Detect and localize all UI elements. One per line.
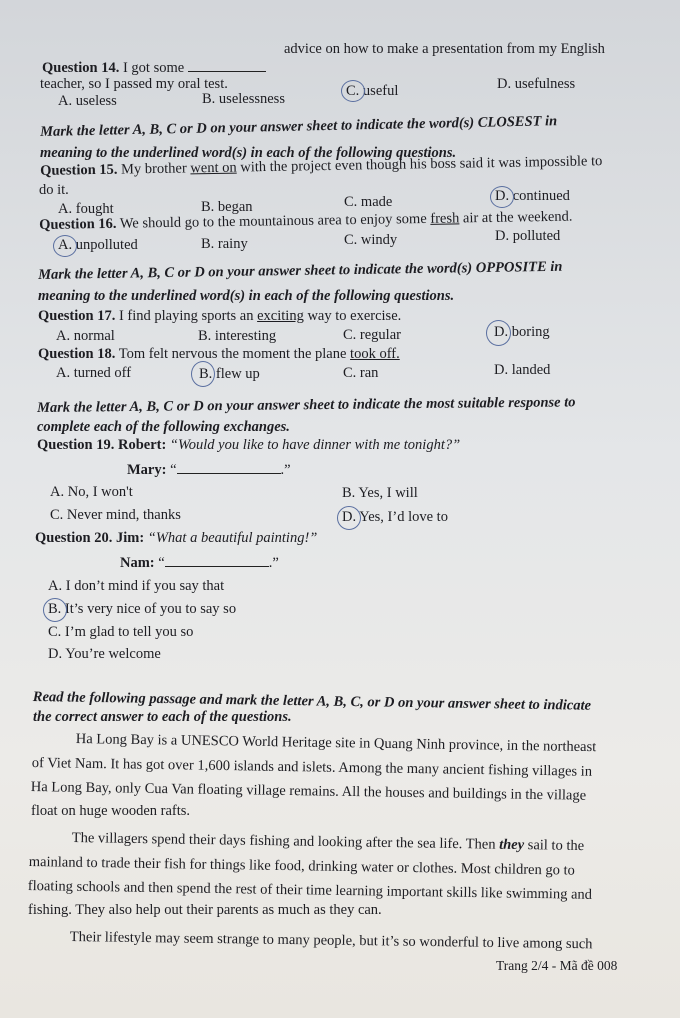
question-18-option-a: A. turned off	[56, 365, 132, 381]
question-16-label: Question 16.	[39, 215, 117, 233]
passage-p1-line-2: of Viet Nam. It has got over 1,600 islands and islets. Among the many ancient fishing villages in	[31, 754, 593, 780]
question-20-quote: “What a beautiful painting!”	[147, 530, 318, 546]
passage-p1-line-1: Ha Long Bay is a UNESCO World Heritage site in Quang Ninh province, in the northeast	[75, 730, 597, 756]
passage-p1-line-3: Ha Long Bay, only Cua Van floating village remains. All the houses and buildings in the village	[30, 778, 587, 804]
question-19-blank	[177, 461, 281, 474]
page-footer: Trang 2/4 - Mã đề 008	[496, 958, 618, 973]
question-20-option-a: A. I don’t mind if you say that	[48, 578, 225, 594]
answer-circle-q15	[490, 186, 514, 208]
question-14-stem-a: I got some	[122, 60, 185, 76]
question-15-line-1: Question 15. My brother went on with the project even though his boss said it was impossible to	[40, 153, 603, 179]
question-14-option-a: A. useless	[58, 93, 117, 109]
passage-p2-line-3: floating schools and then spend the rest of their time learning important skills like swimming and	[27, 877, 593, 903]
question-17-underlined: exciting	[257, 308, 304, 324]
question-19-option-c: C. Never mind, thanks	[50, 507, 181, 523]
answer-circle-q17	[486, 320, 511, 346]
question-20-option-d: D. You’re welcome	[48, 646, 161, 662]
question-14-option-b: B. uselessness	[202, 91, 285, 107]
instruction-closest-line-2: meaning to the underlined word(s) in each of the following questions.	[40, 145, 457, 161]
question-20-label: Question 20.	[35, 530, 113, 546]
question-18-line-1: Question 18. Tom felt nervous the moment the plane took off.	[38, 346, 400, 362]
question-16-line-1: Question 16. We should go to the mountainous area to enjoy some fresh air at the weekend.	[39, 208, 573, 233]
question-18-label: Question 18.	[38, 346, 116, 362]
question-16-option-b: B. rainy	[201, 236, 248, 252]
question-17-option-c: C. regular	[343, 327, 401, 343]
question-17-line-1: Question 17. I find playing sports an exciting way to exercise.	[38, 308, 402, 324]
answer-circle-q20	[43, 598, 67, 622]
question-16-option-a: A. unpolluted	[58, 237, 138, 253]
instruction-passage-line-1: Read the following passage and mark the letter A, B, C, or D on your answer sheet to indicate	[32, 689, 592, 714]
question-16-option-d: D. polluted	[495, 228, 561, 244]
answer-circle-q19	[337, 506, 361, 530]
question-14-stem-c: teacher, so I passed my oral test.	[40, 76, 228, 92]
passage-p2-line-1: The villagers spend their days fishing and looking after the sea life. Then they sail to the	[71, 829, 585, 855]
question-17-label: Question 17.	[38, 308, 116, 324]
passage-emphasis-they: they	[499, 836, 525, 854]
question-15-option-c: C. made	[344, 194, 393, 210]
question-18-option-d: D. landed	[494, 362, 551, 378]
passage-p1-line-4: float on huge wooden rafts.	[31, 803, 191, 819]
question-14-label: Question 14.	[42, 60, 120, 76]
question-17-option-b: B. interesting	[198, 328, 277, 344]
question-14-blank	[188, 59, 266, 72]
question-19-reply: Mary: “ .”	[127, 462, 291, 478]
instruction-opposite-line-2: meaning to the underlined word(s) in each of the following questions.	[38, 288, 455, 304]
question-20-option-c: C. I’m glad to tell you so	[48, 624, 194, 640]
instruction-closest-line-1: Mark the letter A, B, C or D on your answer sheet to indicate the word(s) CLOSEST in	[40, 113, 558, 140]
question-15-underlined: went on	[190, 159, 237, 177]
question-19-option-b: B. Yes, I will	[342, 485, 418, 501]
passage-p2-line-4: fishing. They also help out their parents as much as they can.	[28, 902, 382, 918]
answer-circle-q16	[53, 235, 77, 257]
question-18-underlined: took off.	[350, 346, 400, 362]
question-19-option-a: A. No, I won't	[50, 484, 133, 500]
question-15-line-2: do it.	[39, 182, 69, 198]
question-15-option-a: A. fought	[58, 201, 114, 217]
question-16-option-c: C. windy	[344, 232, 398, 248]
passage-p3-line-1: Their lifestyle may seem strange to many people, but it’s so wonderful to live among such	[69, 928, 593, 953]
question-19-prompt: Question 19. Robert: “Would you like to have dinner with me tonight?”	[37, 437, 461, 453]
question-17-option-d: D. boring	[494, 324, 550, 340]
question-20-reply: Nam: “ .”	[120, 555, 279, 571]
question-15-option-d: D. continued	[495, 188, 570, 204]
question-19-label: Question 19.	[37, 437, 115, 453]
question-18-option-c: C. ran	[343, 365, 379, 381]
instruction-response-line-1: Mark the letter A, B, C or D on your answer sheet to indicate the most suitable response to	[37, 394, 576, 416]
instruction-opposite-line-1: Mark the letter A, B, C or D on your answer sheet to indicate the word(s) OPPOSITE in	[38, 258, 563, 283]
question-17-option-a: A. normal	[56, 328, 115, 344]
question-14-option-c: C. useful	[346, 83, 399, 99]
question-20-prompt: Question 20. Jim: “What a beautiful painting!”	[35, 530, 318, 546]
question-20-option-b: B. It’s very nice of you to say so	[48, 601, 237, 617]
question-20-blank	[165, 554, 269, 567]
question-18-option-b: B. flew up	[199, 366, 260, 382]
passage-p2-line-2: mainland to trade their fish for things like food, drinking water or clothes. Most children go to	[28, 853, 575, 879]
question-14-line-1	[42, 59, 266, 77]
question-15-label: Question 15.	[40, 161, 118, 179]
question-19-option-d: D. Yes, I’d love to	[342, 509, 448, 525]
question-14-stem-b: advice on how to make a presentation from my English	[284, 41, 605, 57]
question-15-option-b: B. began	[201, 199, 253, 215]
question-19-quote: “Would you like to have dinner with me tonight?”	[169, 437, 461, 453]
answer-circle-q18	[191, 361, 215, 387]
question-14-option-d: D. usefulness	[497, 76, 576, 92]
question-16-underlined: fresh	[430, 210, 460, 227]
answer-circle-q14	[341, 80, 365, 102]
instruction-response-line-2: complete each of the following exchanges.	[37, 419, 290, 435]
instruction-passage-line-2: the correct answer to each of the questions.	[33, 709, 292, 725]
